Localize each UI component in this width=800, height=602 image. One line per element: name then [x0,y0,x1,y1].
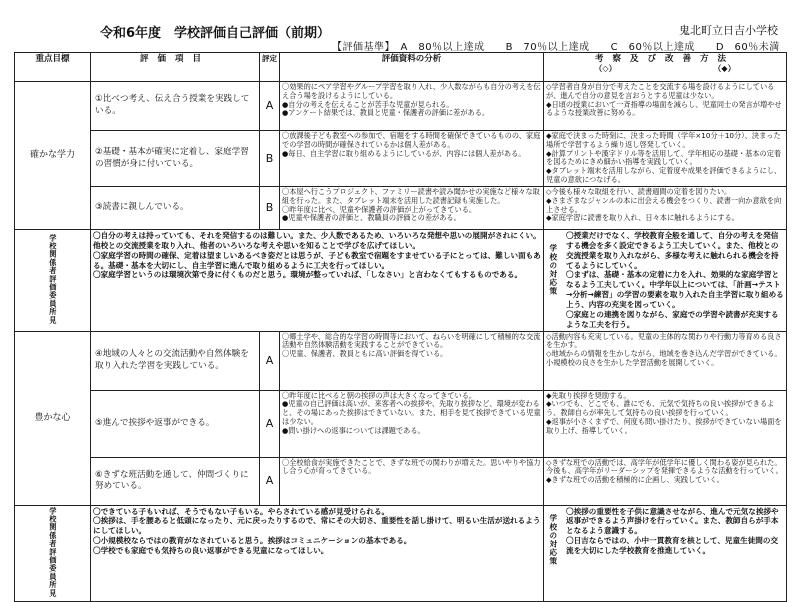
item-text: ②基礎・基本が確実に定着し、家庭学習の習慣が身に付いている。 [91,131,260,187]
kousatsu-right-mark: （◆） [713,64,736,74]
evaluation-criteria: 【評価基準】 A 80％以上達成 B 70％以上達成 C 60％以上達成 D 60％未満 [332,42,780,53]
kousatsu-cell: ◆家庭で決まった時刻に、決まった時間（学年×10分＋10分）、決まった場所で学習するよう繰り返し啓発していく。 ◆計算プリントや漢字ドリル等を活用して、学年相応の基礎・基本の定着を図るためにきめ細かい指導を実践していく。 ◆タブレット端末を活用しながら、定着度や成果を評価できるようにし、児童の意欲につなげる。 [544,131,787,187]
committee-comments: 〇できている子もいれば、そうでもない子もいる。やらされている感が見受けられる。 〇挨拶は、手を腰あると低頭になったり、元に戻ったりするので、常にその大切さ、重要性を話し掛けて、明るい生活が送れるようにしてほしい。 〇小規模校ならではの教育がなされていると思う。挨拶はコミュニケーションの基本である。 〇学校でも家庭でも気持ちの良い返事ができる児童になってほしい。 [91,505,544,601]
grade: A [260,82,280,131]
school-name: 鬼北町立日吉小学校 [679,24,778,37]
grade: B [260,131,280,187]
evaluation-table [14,52,787,602]
school-response: 学校の対応策 〇挨拶の重要性を子供に意識させながら、進んで元気な挨拶や返事ができるよう声掛けを行っていく。また、教師自らが手本となるよう意識する。 〇日吉ならではの、小中一貫教育を核として、児童生徒間の交流を大切にした学校教育を推進していく。 [544,505,787,601]
analysis-cell: 〇本屋へ行こうプロジェクト、ファミリー読書や読み聞かせの実施など様々な取組を行った。また、タブレット端末を活用した読書記録も実施した。 〇昨年度に比べ、児童や保護者の評価が上がってきている。 ●児童や保護者の評価と、教職員の評価との差がある。 [280,187,544,230]
grade: A [260,390,280,457]
item-text: ④地域の人々との交流活動や自然体験を取り入れた学習を実践している。 [91,331,260,390]
response-label: 学校の対応策 [548,513,558,566]
grade: A [260,457,280,505]
table-row [15,82,787,131]
table-row [15,457,787,505]
col-analysis: 評価資料の分析 [280,53,544,82]
table-header-row [15,53,787,82]
goal-label: 確かな学力 [15,82,91,230]
item-text: ①比べつ考え、伝え合う授業を実践している。 [91,82,260,131]
committee-label: 学校関係者評価委員所見 [15,230,91,332]
committee-row [15,230,787,332]
col-goal: 重点目標 [15,53,91,82]
item-text: ⑥きずな班活動を通して、仲間づくりに努めている。 [91,457,260,505]
table-row [15,331,787,390]
item-text: ③読書に親しんでいる。 [91,187,260,230]
table-row [15,187,787,230]
school-response: 学校の対応策 〇授業だけでなく、学校教育全般を通して、自分の考えを発信する機会を多く設定できるよう工夫していく。また、他校との交流授業を取り入れながら、多様な考えに触れられる機会を持てるようにしていく。 〇まずは、基礎・基本の定着に力を入れ、効果的な家庭学習となるよう工夫していく。中学年以上については、「計画→テスト→分析→練習」の学習の要素を取り入れた自主学習に取り組める上う、内容の充実を図っていく。 〇家庭との連携を図りながら、家庭での学習や読書が充実するような工夫を行う。 [544,230,787,332]
committee-comments: 〇自分の考えは持っていても、それを発信するのは難しい。また、少人数であるため、いろいろな発想や思いの展開がされにくい。他校との交流授業を取り入れ、他者のいろいろな考えや思いを知ることで学びを広げてほしい。 〇家庭学習の時間の確保、定着は望ましいあるべき姿だとは思うが、子ども教室で宿題をすませている子にとっては、難しい面もある。基礎・基本を大切にし、自主学習に進んで取り組めるように工夫を行ってほしい。 〇家庭学習というのは環境次第で身に付くものだと思う。環境が整っていれば、「しなさい」と言わなくてもするものである。 [91,230,544,332]
response-label: 学校の対応策 [548,244,558,296]
kousatsu-cell: ◇今後も様々な取組を行い、読書週間の定着を図りたい。 ◆さまざまなジャンルの本に出会える機会をつくり、読書一向か意欲を向上させる。 ◆家庭学習に読書を取り入れ、日々本に触れるようにする。 [544,187,787,230]
page-title: 令和6年度 学校評価自己評価（前期） [100,26,331,41]
col-kousatsu: 考察及び改善方法 （◇） （◆） [544,53,787,82]
analysis-cell: 〇郷土学や、総合的な学習の時間等において、ねらいを明確にして積極的な交流活動や自然体験活動を実践することができている。 〇児童、保護者、教員ともに高い評価を得ている。 [280,331,544,390]
kousatsu-cell: ◇活動内容も充実している。児童の主体的な関わりや行動力等育める良さを生かす。 ◇地域からの情報を生かしながら、地域を巻き込んだ学習ができている。小規模校の良さを生かした学習活動を展開していく。 [544,331,787,390]
table-row [15,131,787,187]
committee-label: 学校関係者評価委員所見 [15,505,91,601]
grade: B [260,187,280,230]
item-text: ⑤進んで挨拶や返事ができる。 [91,390,260,457]
col-item: 評価項目 [91,53,260,82]
kousatsu-cell: ◇きずな班での活動では、高学年が低学年に優しく関わる姿が見られた。今後も、高学年がリーダーシップを発揮できるような活動を行っていく。 ◆きずな班での活動を積極的に企画し、実践していく。 [544,457,787,505]
analysis-cell: 〇効果的にペア学習やグループ学習を取り入れ、少人数ながらも自分の考えを伝え合う場を設けるようにしている。 ●自分の考えを伝えることが苦手な児童が見られる。 ●アンケート結果では、教員と児童・保護者の評価に差がある。 [280,82,544,131]
grade: A [260,331,280,390]
col-grade: 評定 [260,53,280,82]
kousatsu-left-mark: （◇） [594,64,617,74]
analysis-cell: 〇全校給食が実施できたことで、きずな班での関わりが増えた。思いやりや協力し合う心が育ってきている。 [280,457,544,505]
analysis-cell: 〇昨年度に比べると朝の挨拶の声は大きくなってきている。 ●児童の自己評価は高いが、来客者への挨拶や、先取り挨拶など、環境が変わると、その場にあった挨拶はできていない。また、相手を見て挨拶できている児童は少ない。 ●問い掛けへの返事については課題である。 [280,390,544,457]
analysis-cell: 〇放課後子ども教室への参加で、宿題をする時間を確保できているものの、家庭での学習の時間が確保されているかは個人差がある。 ●毎日、自主学習に取り組めるようにしているが、内容には個人差がある。 [280,131,544,187]
table-row [15,390,787,457]
kousatsu-cell: ◆先取り挨拶を奨励する。 ◆いつでも、どこでも、誰にでも、元気で気持ちの良い挨拶ができるよう、教師自らが率先して気持ちの良い挨拶を行っていく。 ◆返事が小さくまずで、何度も問い掛けたり、挨拶ができていない場面を取り上げ、指導していく。 [544,390,787,457]
committee-row [15,505,787,601]
goal-label: 豊かな心 [15,331,91,505]
kousatsu-cell: ◇学習者自身が自分で考えたことを交流する場を設けるようにしているが、進んで自分の意見を言おうとする児童は少ない。 ◆日頃の授業において一斉指導の場面を減らし、児童同士の発言が増やせるような授業改善に努める。 [544,82,787,131]
